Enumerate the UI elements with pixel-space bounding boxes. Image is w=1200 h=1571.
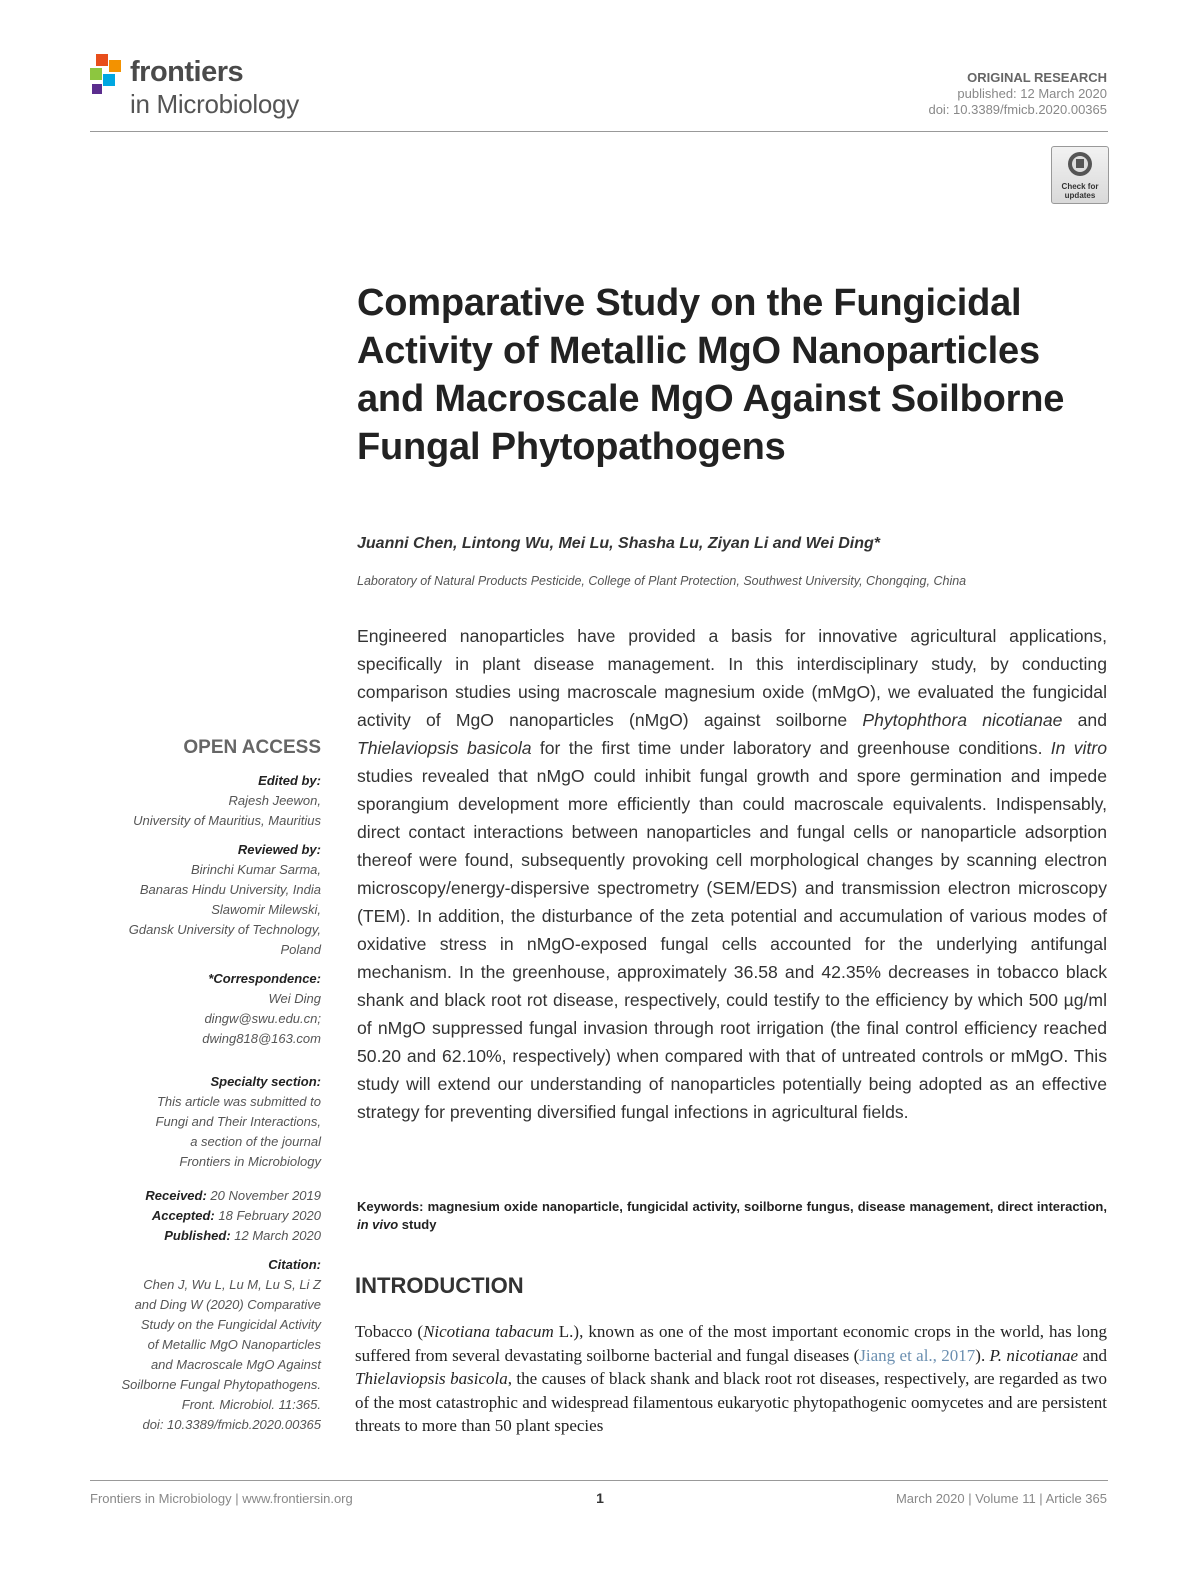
specialty-line: Frontiers in Microbiology [179,1154,321,1169]
specialty-line: This article was submitted to [156,1094,321,1109]
journal-name: in Microbiology [130,89,299,119]
affiliation: Laboratory of Natural Products Pesticide, College of Plant Protection, Southwest University, Chongqing, China [357,574,967,588]
reviewer-line: Birinchi Kumar Sarma, [190,862,321,877]
sidebar-spacer [90,1058,321,1072]
footer-divider [90,1480,1108,1481]
check-updates-line1: Check for [1061,182,1099,191]
citation-section [90,1255,321,1435]
citation-line: and Ding W (2020) Comparative [134,1297,321,1312]
citation-doi[interactable]: doi: 10.3389/fmicb.2020.00365 [142,1417,321,1432]
correspondent-email[interactable]: dingw@swu.edu.cn; [204,1011,321,1026]
article-title: Comparative Study on the Fungicidal Activity of Metallic MgO Nanoparticles and Macroscale MgO Against Soilborne Fungal Phytopathogens [357,282,1065,468]
correspondence-label: *Correspondence: [208,971,321,986]
published-sidebar-date [90,1226,321,1246]
article-meta [928,70,1107,118]
published-date: published: 12 March 2020 [957,86,1107,101]
citation-link[interactable]: Jiang et al., 2017 [859,1345,976,1365]
author-list: Juanni Chen, Lintong Wu, Mei Lu, Shasha Lu, Ziyan Li and Wei Ding* [357,535,880,552]
species-name: Thielaviopsis basicola [355,1369,508,1388]
intro-text: ). [975,1345,990,1365]
article-doi[interactable]: doi: 10.3389/fmicb.2020.00365 [928,102,1107,117]
in-vitro-term: In vitro [1050,738,1107,758]
edited-by-label: Edited by: [258,773,321,788]
frontiers-logo-icon [90,54,128,98]
check-updates-line2: updates [1064,191,1096,200]
correspondent-name: Wei Ding [268,991,321,1006]
specialty-line: a section of the journal [190,1134,321,1149]
journal-logo [90,52,330,122]
specialty-line: Fungi and Their Interactions, [155,1114,321,1129]
correspondent-email[interactable]: dwing818@163.com [202,1031,321,1046]
accepted-value: 18 February 2020 [214,1208,321,1223]
species-name: P. nicotianae [989,1345,1079,1365]
citation-line: Front. Microbiol. 11:365. [181,1397,321,1412]
keywords [357,1198,1107,1234]
keywords-label: Keywords: [357,1199,424,1214]
reviewer-line: Poland [280,942,321,957]
reviewed-by-label: Reviewed by: [237,842,321,857]
published-label: Published: [164,1228,231,1243]
abstract-text: and [1062,710,1107,730]
citation-line: Study on the Fungicidal Activity [140,1317,321,1332]
abstract-text: studies revealed that nMgO could inhibit fungal growth and spore germination and impede sporangium development more efficiently than could macroscale equivalents. Indispensably, direct contact interactions between nanoparticles and fungal cells or nanoparticle adsorption thereof were found, subsequently provoking cell morphological changes by scanning electron microscopy/energy-dispersive spectrometry (SEM/EDS) and transmission electron microscopy (TEM). In addition, the disturbance of the zeta potential and accumulation of various modes of oxidative stress in nMgO-exposed fungal cells accounted for the underlying antifungal mechanism. In the greenhouse, approximately 36.58 and 42.35% decreases in tobacco black shank and black root rot disease, respectively, could testify to the efficiency by which 500 µg/ml of nMgO suppressed fungal invasion through root irrigation (the final control efficiency reached 50.20 and 62.10%, respectively) when compared with that of untreated controls or mMgO. This study will extend our understanding of nanoparticles potentially being adopted as an effective strategy for preventing diversified fungal infections in agricultural fields. [357,766,1107,1122]
journal-brand: frontiers [130,56,244,88]
introduction-paragraph [355,1320,1107,1438]
specialty-label: Specialty section: [210,1074,321,1089]
published-value: 12 March 2020 [230,1228,321,1243]
footer-journal[interactable]: Frontiers in Microbiology | www.frontiersin.org [90,1491,353,1506]
check-for-updates-button[interactable] [1051,146,1109,204]
abstract [357,622,1107,1126]
keywords-in-vivo: in vivo [357,1217,399,1232]
received-date [90,1186,321,1206]
open-access-label: OPEN ACCESS [183,737,321,758]
introduction-heading: INTRODUCTION [355,1273,524,1298]
reviewer-line: Slawomir Milewski, [211,902,321,917]
page-number: 1 [596,1490,604,1506]
received-value: 20 November 2019 [206,1188,321,1203]
citation-line: Chen J, Wu L, Lu M, Lu S, Li Z [143,1277,321,1292]
reviewer-line: Gdansk University of Technology, [128,922,321,937]
footer-issue: March 2020 | Volume 11 | Article 365 [895,1491,1107,1506]
received-label: Received: [145,1188,207,1203]
keywords-text: magnesium oxide nanoparticle, fungicidal activity, soilborne fungus, disease management, direct interaction, [423,1199,1107,1214]
article-sidebar [90,735,321,1444]
keywords-text: study [398,1217,437,1232]
intro-text: , the causes of black shank and black root rot diseases, respectively, are regarded as two of the most catastrophic and widespread filamentous eukaryotic phytopathogenic oomycetes and are persistent threats to more than 50 plant species [355,1369,1107,1435]
edited-by-section [90,771,321,831]
citation-line: Soilborne Fungal Phytopathogens. [121,1377,321,1392]
accepted-date [90,1206,321,1226]
editor-line: Rajesh Jeewon, [228,793,321,808]
citation-line: of Metallic MgO Nanoparticles [147,1337,321,1352]
reviewer-line: Banaras Hindu University, India [139,882,321,897]
intro-text: Tobacco ( [355,1322,424,1341]
accepted-label: Accepted: [151,1208,215,1223]
reviewed-by-section [90,840,321,960]
specialty-section [90,1072,321,1172]
header-divider [90,131,1108,132]
species-name: Nicotiana tabacum [423,1322,554,1341]
species-name: Phytophthora nicotianae [862,710,1063,730]
intro-text: L.), known as one of the most important economic crops in the world, has long suffered from several devastating soilborne bacterial and fungal diseases ( [355,1322,1107,1365]
intro-text: and [1078,1345,1108,1365]
article-type: ORIGINAL RESEARCH [967,70,1107,85]
citation-label: Citation: [268,1257,321,1272]
abstract-text: for the first time under laboratory and greenhouse conditions. [531,738,1051,758]
correspondence-section [90,969,321,1049]
dates-section [90,1186,321,1246]
species-name: Thielaviopsis basicola [357,738,532,758]
abstract-text: Engineered nanoparticles have provided a basis for innovative agricultural applications, specifically in plant disease management. In this interdisciplinary study, by conducting comparison studies using macroscale magnesium oxide (mMgO), we evaluated the fungicidal activity of MgO nanoparticles (nMgO) against soilborne [357,626,1107,730]
update-check-icon [1067,151,1093,177]
citation-line: and Macroscale MgO Against [150,1357,321,1372]
editor-line: University of Mauritius, Mauritius [133,813,321,828]
